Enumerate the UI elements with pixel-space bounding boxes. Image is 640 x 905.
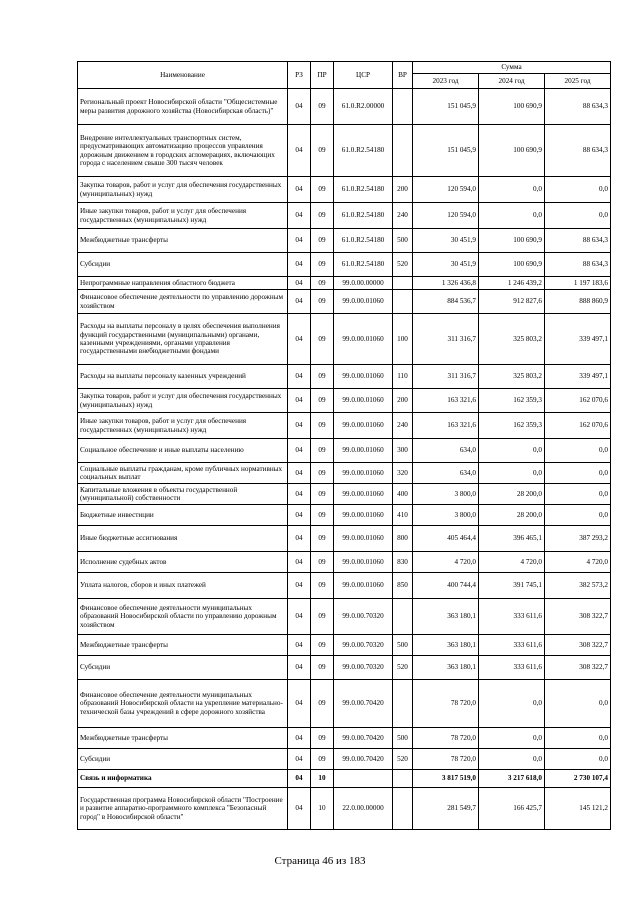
row-name: Связь и информатика bbox=[78, 770, 288, 788]
row-2024: 166 425,7 bbox=[479, 788, 545, 830]
header-rz: РЗ bbox=[288, 62, 311, 89]
row-2024: 0,0 bbox=[479, 728, 545, 749]
row-csr: 99.0.00.01060 bbox=[334, 526, 393, 552]
table-row bbox=[78, 728, 611, 749]
table-row bbox=[78, 203, 611, 229]
row-csr: 99.0.00.01060 bbox=[334, 314, 393, 365]
row-rz: 04 bbox=[288, 635, 311, 656]
row-2023: 363 180,1 bbox=[413, 656, 479, 680]
table-row bbox=[78, 314, 611, 365]
table-row bbox=[78, 484, 611, 505]
row-2023: 311 316,7 bbox=[413, 365, 479, 389]
row-pr: 09 bbox=[311, 89, 334, 125]
row-2024: 0,0 bbox=[479, 749, 545, 770]
table-row bbox=[78, 89, 611, 125]
row-vr: 320 bbox=[393, 463, 413, 484]
row-2025: 162 070,6 bbox=[545, 413, 611, 439]
row-2024: 162 359,3 bbox=[479, 389, 545, 413]
row-pr: 09 bbox=[311, 635, 334, 656]
row-rz: 04 bbox=[288, 463, 311, 484]
row-name: Внедрение интеллектуальных транспортных систем, предусматривающих автоматизацию процессов управления дорожным движением в городских агломерациях, включающих города с населением свыше 300 тысяч человек bbox=[78, 125, 288, 177]
row-2025: 308 322,7 bbox=[545, 656, 611, 680]
row-2025: 88 634,3 bbox=[545, 89, 611, 125]
header-vr: ВР bbox=[393, 62, 413, 89]
row-pr: 09 bbox=[311, 484, 334, 505]
row-2023: 3 800,0 bbox=[413, 484, 479, 505]
row-csr: 99.0.00.01060 bbox=[334, 484, 393, 505]
table-row bbox=[78, 253, 611, 277]
table-row bbox=[78, 573, 611, 599]
row-pr: 09 bbox=[311, 439, 334, 463]
row-2025: 0,0 bbox=[545, 680, 611, 728]
row-vr: 300 bbox=[393, 439, 413, 463]
row-rz: 04 bbox=[288, 599, 311, 635]
row-csr: 61.0.R2.54180 bbox=[334, 203, 393, 229]
row-2024: 333 611,6 bbox=[479, 599, 545, 635]
row-pr: 09 bbox=[311, 229, 334, 253]
row-2025: 1 197 183,6 bbox=[545, 277, 611, 290]
row-2025: 0,0 bbox=[545, 439, 611, 463]
row-2023: 405 464,4 bbox=[413, 526, 479, 552]
row-pr: 09 bbox=[311, 290, 334, 314]
table-row bbox=[78, 389, 611, 413]
row-rz: 04 bbox=[288, 277, 311, 290]
row-rz: 04 bbox=[288, 365, 311, 389]
row-csr: 99.0.00.70420 bbox=[334, 749, 393, 770]
row-2023: 151 045,9 bbox=[413, 89, 479, 125]
row-name: Иные закупки товаров, работ и услуг для обеспечения государственных (муниципальных) нужд bbox=[78, 203, 288, 229]
row-name: Иные закупки товаров, работ и услуг для обеспечения государственных (муниципальных) нужд bbox=[78, 413, 288, 439]
row-pr: 10 bbox=[311, 788, 334, 830]
header-year-2023: 2023 год bbox=[413, 74, 479, 89]
row-2023: 3 800,0 bbox=[413, 505, 479, 526]
row-csr: 61.0.R2.54180 bbox=[334, 229, 393, 253]
row-csr: 61.0.R2.54180 bbox=[334, 177, 393, 203]
row-2024: 333 611,6 bbox=[479, 656, 545, 680]
row-2024: 0,0 bbox=[479, 463, 545, 484]
row-2025: 382 573,2 bbox=[545, 573, 611, 599]
row-rz: 04 bbox=[288, 177, 311, 203]
budget-table bbox=[77, 61, 611, 830]
row-vr: 500 bbox=[393, 229, 413, 253]
row-2025: 387 293,2 bbox=[545, 526, 611, 552]
row-2024: 0,0 bbox=[479, 203, 545, 229]
row-rz: 04 bbox=[288, 770, 311, 788]
table-row bbox=[78, 599, 611, 635]
row-vr: 520 bbox=[393, 253, 413, 277]
row-csr: 99.0.00.00000 bbox=[334, 277, 393, 290]
row-pr: 09 bbox=[311, 573, 334, 599]
row-2024: 396 465,1 bbox=[479, 526, 545, 552]
row-rz: 04 bbox=[288, 526, 311, 552]
row-rz: 04 bbox=[288, 505, 311, 526]
row-pr: 10 bbox=[311, 770, 334, 788]
row-2023: 30 451,9 bbox=[413, 229, 479, 253]
table-row bbox=[78, 277, 611, 290]
row-2024: 325 803,2 bbox=[479, 365, 545, 389]
row-csr: 99.0.00.01060 bbox=[334, 439, 393, 463]
row-2024: 162 359,3 bbox=[479, 413, 545, 439]
row-2025: 0,0 bbox=[545, 728, 611, 749]
row-2024: 100 690,9 bbox=[479, 253, 545, 277]
row-name: Расходы на выплаты персоналу в целях обеспечения выполнения функций государственными (муниципальными) органами, казенными учреждениями, органами управления государственными внебюджетными фондами bbox=[78, 314, 288, 365]
row-2023: 634,0 bbox=[413, 463, 479, 484]
row-pr: 09 bbox=[311, 277, 334, 290]
row-2024: 1 246 439,2 bbox=[479, 277, 545, 290]
row-vr: 800 bbox=[393, 526, 413, 552]
row-csr: 99.0.00.01060 bbox=[334, 365, 393, 389]
row-csr: 61.0.R2.54180 bbox=[334, 253, 393, 277]
table-row bbox=[78, 552, 611, 573]
row-2023: 3 817 519,0 bbox=[413, 770, 479, 788]
row-2023: 120 594,0 bbox=[413, 177, 479, 203]
table-header bbox=[78, 62, 611, 89]
row-2023: 30 451,9 bbox=[413, 253, 479, 277]
row-rz: 04 bbox=[288, 290, 311, 314]
row-csr: 99.0.00.01060 bbox=[334, 505, 393, 526]
row-pr: 09 bbox=[311, 552, 334, 573]
row-csr: 99.0.00.01060 bbox=[334, 413, 393, 439]
row-2025: 2 730 107,4 bbox=[545, 770, 611, 788]
table-row bbox=[78, 125, 611, 177]
row-rz: 04 bbox=[288, 413, 311, 439]
row-vr: 520 bbox=[393, 749, 413, 770]
row-2024: 0,0 bbox=[479, 680, 545, 728]
row-csr bbox=[334, 770, 393, 788]
row-name: Социальные выплаты гражданам, кроме публичных нормативных социальных выплат bbox=[78, 463, 288, 484]
row-2023: 78 720,0 bbox=[413, 728, 479, 749]
row-vr: 520 bbox=[393, 656, 413, 680]
row-csr: 99.0.00.01060 bbox=[334, 552, 393, 573]
row-pr: 09 bbox=[311, 680, 334, 728]
row-pr: 09 bbox=[311, 728, 334, 749]
row-vr: 500 bbox=[393, 728, 413, 749]
row-csr: 61.0.R2.54180 bbox=[334, 125, 393, 177]
row-vr: 850 bbox=[393, 573, 413, 599]
row-2023: 151 045,9 bbox=[413, 125, 479, 177]
row-pr: 09 bbox=[311, 599, 334, 635]
row-csr: 99.0.00.01060 bbox=[334, 389, 393, 413]
row-name: Межбюджетные трансферты bbox=[78, 728, 288, 749]
row-2023: 281 549,7 bbox=[413, 788, 479, 830]
row-name: Иные бюджетные ассигнования bbox=[78, 526, 288, 552]
table-row bbox=[78, 413, 611, 439]
row-rz: 04 bbox=[288, 125, 311, 177]
row-pr: 09 bbox=[311, 505, 334, 526]
header-name: Наименование bbox=[78, 62, 288, 89]
row-name: Социальное обеспечение и иные выплаты населению bbox=[78, 439, 288, 463]
row-name: Исполнение судебных актов bbox=[78, 552, 288, 573]
row-vr: 830 bbox=[393, 552, 413, 573]
row-rz: 04 bbox=[288, 728, 311, 749]
row-2025: 4 720,0 bbox=[545, 552, 611, 573]
row-vr: 240 bbox=[393, 413, 413, 439]
row-name: Субсидии bbox=[78, 656, 288, 680]
row-pr: 09 bbox=[311, 203, 334, 229]
row-name: Субсидии bbox=[78, 253, 288, 277]
row-vr: 240 bbox=[393, 203, 413, 229]
row-pr: 09 bbox=[311, 125, 334, 177]
row-rz: 04 bbox=[288, 552, 311, 573]
row-2023: 120 594,0 bbox=[413, 203, 479, 229]
row-rz: 04 bbox=[288, 203, 311, 229]
row-2025: 0,0 bbox=[545, 505, 611, 526]
row-2024: 391 745,1 bbox=[479, 573, 545, 599]
row-name: Закупка товаров, работ и услуг для обеспечения государственных (муниципальных) нужд bbox=[78, 177, 288, 203]
table-row bbox=[78, 177, 611, 203]
row-pr: 09 bbox=[311, 749, 334, 770]
table-body bbox=[78, 89, 611, 830]
row-csr: 99.0.00.70320 bbox=[334, 635, 393, 656]
row-csr: 99.0.00.70420 bbox=[334, 728, 393, 749]
row-vr: 110 bbox=[393, 365, 413, 389]
row-2025: 162 070,6 bbox=[545, 389, 611, 413]
row-csr: 99.0.00.70320 bbox=[334, 656, 393, 680]
row-2023: 311 316,7 bbox=[413, 314, 479, 365]
row-2024: 28 200,0 bbox=[479, 505, 545, 526]
row-2024: 4 720,0 bbox=[479, 552, 545, 573]
row-name: Капитальные вложения в объекты государственной (муниципальной) собственности bbox=[78, 484, 288, 505]
header-csr: ЦСР bbox=[334, 62, 393, 89]
row-rz: 04 bbox=[288, 314, 311, 365]
row-2024: 0,0 bbox=[479, 177, 545, 203]
row-vr bbox=[393, 788, 413, 830]
row-2024: 100 690,9 bbox=[479, 229, 545, 253]
row-vr bbox=[393, 89, 413, 125]
row-2024: 0,0 bbox=[479, 439, 545, 463]
table-row bbox=[78, 505, 611, 526]
row-rz: 04 bbox=[288, 788, 311, 830]
row-2023: 1 326 436,8 bbox=[413, 277, 479, 290]
row-vr: 400 bbox=[393, 484, 413, 505]
row-2025: 88 634,3 bbox=[545, 229, 611, 253]
table-row bbox=[78, 365, 611, 389]
row-rz: 04 bbox=[288, 573, 311, 599]
row-pr: 09 bbox=[311, 413, 334, 439]
row-2025: 0,0 bbox=[545, 749, 611, 770]
row-name: Расходы на выплаты персоналу казенных учреждений bbox=[78, 365, 288, 389]
row-2023: 634,0 bbox=[413, 439, 479, 463]
row-2023: 363 180,1 bbox=[413, 599, 479, 635]
row-2025: 0,0 bbox=[545, 177, 611, 203]
row-vr bbox=[393, 290, 413, 314]
row-vr bbox=[393, 599, 413, 635]
row-name: Финансовое обеспечение деятельности муниципальных образований Новосибирской области на укрепление материально-технической базы учреждений в сфере дорожного хозяйства bbox=[78, 680, 288, 728]
table-row bbox=[78, 635, 611, 656]
row-name: Региональный проект Новосибирской области "Общесистемные меры развития дорожного хозяйства (Новосибирская область)" bbox=[78, 89, 288, 125]
row-vr: 500 bbox=[393, 635, 413, 656]
row-2024: 325 803,2 bbox=[479, 314, 545, 365]
row-rz: 04 bbox=[288, 656, 311, 680]
table-row bbox=[78, 463, 611, 484]
header-year-2025: 2025 год bbox=[545, 74, 611, 89]
row-2025: 88 634,3 bbox=[545, 125, 611, 177]
row-csr: 99.0.00.01060 bbox=[334, 573, 393, 599]
row-2025: 145 121,2 bbox=[545, 788, 611, 830]
table-row bbox=[78, 749, 611, 770]
table-row bbox=[78, 656, 611, 680]
row-2023: 163 321,6 bbox=[413, 389, 479, 413]
row-name: Бюджетные инвестиции bbox=[78, 505, 288, 526]
row-2024: 28 200,0 bbox=[479, 484, 545, 505]
row-2025: 0,0 bbox=[545, 463, 611, 484]
row-2023: 884 536,7 bbox=[413, 290, 479, 314]
row-2025: 308 322,7 bbox=[545, 599, 611, 635]
row-rz: 04 bbox=[288, 253, 311, 277]
row-vr: 200 bbox=[393, 177, 413, 203]
row-vr bbox=[393, 125, 413, 177]
row-2025: 308 322,7 bbox=[545, 635, 611, 656]
row-vr bbox=[393, 277, 413, 290]
row-csr: 99.0.00.70320 bbox=[334, 599, 393, 635]
row-csr: 99.0.00.01060 bbox=[334, 463, 393, 484]
table-row bbox=[78, 290, 611, 314]
row-vr: 100 bbox=[393, 314, 413, 365]
table-row bbox=[78, 229, 611, 253]
row-vr: 410 bbox=[393, 505, 413, 526]
row-pr: 09 bbox=[311, 365, 334, 389]
header-pr: ПР bbox=[311, 62, 334, 89]
row-name: Межбюджетные трансферты bbox=[78, 229, 288, 253]
header-year-2024: 2024 год bbox=[479, 74, 545, 89]
row-2023: 363 180,1 bbox=[413, 635, 479, 656]
row-pr: 09 bbox=[311, 463, 334, 484]
row-name: Межбюджетные трансферты bbox=[78, 635, 288, 656]
row-name: Закупка товаров, работ и услуг для обеспечения государственных (муниципальных) нужд bbox=[78, 389, 288, 413]
table-row bbox=[78, 680, 611, 728]
header-sum: Сумма bbox=[413, 62, 611, 74]
row-2025: 0,0 bbox=[545, 203, 611, 229]
row-rz: 04 bbox=[288, 680, 311, 728]
row-name: Субсидии bbox=[78, 749, 288, 770]
row-2023: 78 720,0 bbox=[413, 680, 479, 728]
row-name: Финансовое обеспечение деятельности по управлению дорожным хозяйством bbox=[78, 290, 288, 314]
row-vr bbox=[393, 680, 413, 728]
table-row bbox=[78, 770, 611, 788]
row-pr: 09 bbox=[311, 177, 334, 203]
row-vr: 200 bbox=[393, 389, 413, 413]
row-2025: 888 860,9 bbox=[545, 290, 611, 314]
row-csr: 22.0.00.00000 bbox=[334, 788, 393, 830]
row-pr: 09 bbox=[311, 656, 334, 680]
row-csr: 99.0.00.70420 bbox=[334, 680, 393, 728]
row-name: Финансовое обеспечение деятельности муниципальных образований Новосибирской области по управлению дорожным хозяйством bbox=[78, 599, 288, 635]
row-2024: 333 611,6 bbox=[479, 635, 545, 656]
row-pr: 09 bbox=[311, 253, 334, 277]
row-2023: 400 744,4 bbox=[413, 573, 479, 599]
row-2024: 3 217 618,0 bbox=[479, 770, 545, 788]
row-name: Уплата налогов, сборов и иных платежей bbox=[78, 573, 288, 599]
row-2023: 78 720,0 bbox=[413, 749, 479, 770]
row-rz: 04 bbox=[288, 484, 311, 505]
row-csr: 99.0.00.01060 bbox=[334, 290, 393, 314]
row-pr: 09 bbox=[311, 526, 334, 552]
row-rz: 04 bbox=[288, 749, 311, 770]
page-number: Страница 46 из 183 bbox=[274, 855, 366, 867]
row-name: Непрограммные направления областного бюджета bbox=[78, 277, 288, 290]
row-2025: 0,0 bbox=[545, 484, 611, 505]
row-2023: 4 720,0 bbox=[413, 552, 479, 573]
row-2025: 339 497,1 bbox=[545, 365, 611, 389]
table-row bbox=[78, 526, 611, 552]
table-row bbox=[78, 788, 611, 830]
row-rz: 04 bbox=[288, 389, 311, 413]
row-pr: 09 bbox=[311, 389, 334, 413]
row-pr: 09 bbox=[311, 314, 334, 365]
row-rz: 04 bbox=[288, 439, 311, 463]
table-row bbox=[78, 439, 611, 463]
row-name: Государственная программа Новосибирской области "Построение и развитие аппаратно-программного комплекса "Безопасный город" в Новосибирской области" bbox=[78, 788, 288, 830]
row-2023: 163 321,6 bbox=[413, 413, 479, 439]
row-csr: 61.0.R2.00000 bbox=[334, 89, 393, 125]
row-2024: 100 690,9 bbox=[479, 125, 545, 177]
row-2024: 100 690,9 bbox=[479, 89, 545, 125]
row-2025: 88 634,3 bbox=[545, 253, 611, 277]
row-2025: 339 497,1 bbox=[545, 314, 611, 365]
row-vr bbox=[393, 770, 413, 788]
row-2024: 912 827,6 bbox=[479, 290, 545, 314]
row-rz: 04 bbox=[288, 229, 311, 253]
row-rz: 04 bbox=[288, 89, 311, 125]
